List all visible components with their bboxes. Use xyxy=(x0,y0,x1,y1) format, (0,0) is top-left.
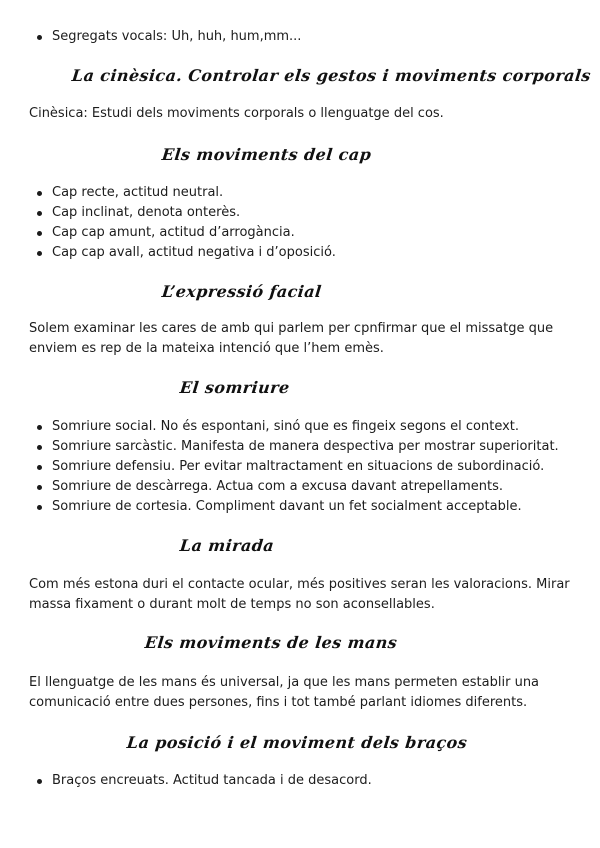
list-item: Braços encreuats. Actitud tancada i de desacord. xyxy=(29,771,574,791)
list-item: Segregats vocals: Uh, huh, hum,mm... xyxy=(29,27,574,47)
heading-expressio-facial: L’expressió facial xyxy=(161,282,323,301)
list-item: Somriure sarcàstic. Manifesta de manera despectiva per mostrar superioritat. xyxy=(29,437,574,457)
somriure-bullet-list xyxy=(29,417,574,517)
list-item: Cap recte, actitud neutral. xyxy=(29,183,574,203)
heading-somriure: El somriure xyxy=(179,378,291,397)
heading-posicio-bracos: La posició i el moviment dels braços xyxy=(126,733,469,752)
list-item: Somriure defensiu. Per evitar maltractament en situacions de subordinació. xyxy=(29,457,574,477)
list-item: Cap cap avall, actitud negativa i d’oposició. xyxy=(29,243,574,263)
bracos-bullet-list xyxy=(29,771,574,791)
heading-moviments-cap: Els moviments del cap xyxy=(161,145,373,164)
paragraph-mirada: Com més estona duri el contacte ocular, més positives seran les valoracions. Mirar massa fixament o durant molt de temps no son aconsellables. xyxy=(29,577,570,612)
paragraph-expressio-facial: Solem examinar les cares de amb qui parlem per cpnfirmar que el missatge que enviem es rep de la mateixa intenció que l’hem emès. xyxy=(29,321,554,356)
list-item: Somriure de descàrrega. Actua com a excusa davant atrepellaments. xyxy=(29,477,574,497)
list-item: Cap inclinat, denota onterès. xyxy=(29,203,574,223)
paragraph-cinesica: Cinèsica: Estudi dels moviments corporals o llenguatge del cos. xyxy=(29,106,444,121)
cap-bullet-list xyxy=(29,183,574,263)
heading-mirada: La mirada xyxy=(179,536,276,555)
list-item: Somriure de cortesia. Compliment davant un fet socialment acceptable. xyxy=(29,497,574,517)
heading-moviments-mans: Els moviments de les mans xyxy=(144,633,399,652)
intro-bullet-list xyxy=(29,27,574,47)
list-item: Somriure social. No és espontani, sinó que es fingeix segons el context. xyxy=(29,417,574,437)
list-item: Cap cap amunt, actitud d’arrogància. xyxy=(29,223,574,243)
paragraph-mans: El llenguatge de les mans és universal, ja que les mans permeten establir una comunicació entre dues persones, fins i tot també parlant idiomes diferents. xyxy=(29,675,540,710)
heading-cinesica: La cinèsica. Controlar els gestos i moviments corporals xyxy=(71,66,592,85)
